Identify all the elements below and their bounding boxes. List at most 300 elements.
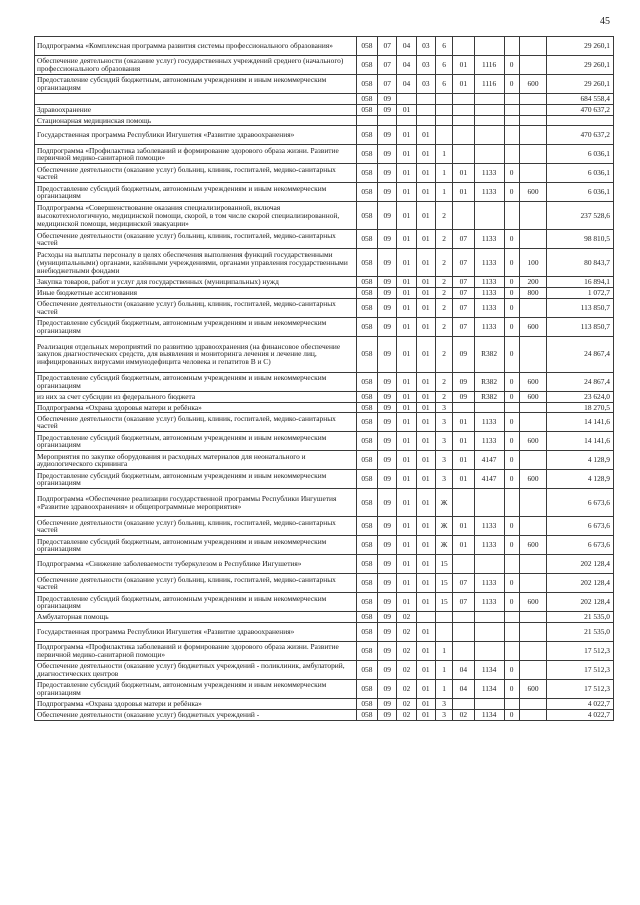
row-code: 600 <box>519 391 547 402</box>
row-code: Ж <box>435 517 452 536</box>
table-row <box>35 249 614 277</box>
row-amount: 6 673,6 <box>547 536 614 555</box>
row-code: 15 <box>435 555 452 574</box>
row-code: 07 <box>453 288 474 299</box>
row-code: 058 <box>356 249 377 277</box>
row-code: 2 <box>435 317 452 336</box>
row-name: Государственная программа Республики Ингушетия «Развитие здравоохранения» <box>35 623 357 642</box>
row-code <box>519 699 547 710</box>
row-code: 058 <box>356 75 377 94</box>
row-code: 01 <box>397 336 416 372</box>
row-code: 2 <box>435 372 452 391</box>
row-code <box>474 489 504 517</box>
row-code: 058 <box>356 555 377 574</box>
row-code <box>519 230 547 249</box>
table-row <box>35 699 614 710</box>
row-code <box>474 555 504 574</box>
row-code: 2 <box>435 202 452 230</box>
row-code: 100 <box>519 249 547 277</box>
row-code: 01 <box>397 317 416 336</box>
table-row <box>35 317 614 336</box>
row-code: 2 <box>435 249 452 277</box>
row-code: 01 <box>416 336 435 372</box>
row-code: 0 <box>504 75 519 94</box>
row-amount: 80 843,7 <box>547 249 614 277</box>
row-code <box>378 115 397 126</box>
row-code <box>519 402 547 413</box>
row-code: R382 <box>474 372 504 391</box>
row-code: 09 <box>378 709 397 720</box>
row-amount: 17 512,3 <box>547 642 614 661</box>
row-code <box>519 451 547 470</box>
row-code: 07 <box>453 249 474 277</box>
row-code: 01 <box>416 699 435 710</box>
row-code: 058 <box>356 517 377 536</box>
row-code: 3 <box>435 432 452 451</box>
row-code: 07 <box>378 56 397 75</box>
row-code: 058 <box>356 413 377 432</box>
row-code: Ж <box>435 536 452 555</box>
row-code: 15 <box>435 574 452 593</box>
row-code <box>504 202 519 230</box>
row-code <box>504 642 519 661</box>
row-code: 01 <box>397 413 416 432</box>
row-code <box>416 94 435 105</box>
row-code: 0 <box>504 517 519 536</box>
row-code <box>519 145 547 164</box>
row-code: 0 <box>504 574 519 593</box>
row-code: 1133 <box>474 536 504 555</box>
row-code: 1134 <box>474 661 504 680</box>
row-code <box>519 709 547 720</box>
row-code: 01 <box>416 451 435 470</box>
row-code <box>474 94 504 105</box>
row-code: 058 <box>356 661 377 680</box>
row-code: 0 <box>504 288 519 299</box>
row-code <box>397 94 416 105</box>
row-amount: 113 850,7 <box>547 298 614 317</box>
row-code: 01 <box>416 470 435 489</box>
row-code: 02 <box>397 623 416 642</box>
row-code: 1133 <box>474 593 504 612</box>
row-code: 01 <box>397 126 416 145</box>
row-code: 02 <box>397 612 416 623</box>
row-code: 058 <box>356 642 377 661</box>
row-code: 09 <box>378 317 397 336</box>
row-code <box>435 623 452 642</box>
table-row <box>35 555 614 574</box>
row-code <box>416 104 435 115</box>
row-name: Предоставление субсидий бюджетным, автономным учреждениям и иным некоммерческим организациям <box>35 536 357 555</box>
row-code: 01 <box>416 536 435 555</box>
row-code: 09 <box>378 536 397 555</box>
row-code: 02 <box>397 642 416 661</box>
row-code: 0 <box>504 391 519 402</box>
row-amount: 202 128,4 <box>547 555 614 574</box>
row-code: 058 <box>356 680 377 699</box>
row-code: 3 <box>435 709 452 720</box>
row-code: 3 <box>435 402 452 413</box>
row-code: 6 <box>435 75 452 94</box>
row-amount: 4 128,9 <box>547 451 614 470</box>
row-code: 01 <box>453 164 474 183</box>
row-code: 600 <box>519 680 547 699</box>
row-code: 09 <box>378 94 397 105</box>
row-code: 09 <box>378 612 397 623</box>
row-amount: 14 141,6 <box>547 432 614 451</box>
row-code: 600 <box>519 470 547 489</box>
row-code: 0 <box>504 680 519 699</box>
table-row <box>35 517 614 536</box>
row-name: Подпрограмма «Охрана здоровья матери и ребёнка» <box>35 402 357 413</box>
row-name: Обеспечение деятельности (оказание услуг) больниц, клиник, госпиталей, медико-санитарных частей <box>35 164 357 183</box>
row-code <box>519 413 547 432</box>
table-row <box>35 115 614 126</box>
row-code: 01 <box>416 574 435 593</box>
row-code: 058 <box>356 612 377 623</box>
table-row <box>35 183 614 202</box>
row-name: Обеспечение деятельности (оказание услуг) больниц, клиник, госпиталей, медико-санитарных частей <box>35 413 357 432</box>
table-row <box>35 202 614 230</box>
row-code: 0 <box>504 413 519 432</box>
row-code: 01 <box>416 555 435 574</box>
row-code: 058 <box>356 317 377 336</box>
row-code: 800 <box>519 288 547 299</box>
row-code: 01 <box>416 317 435 336</box>
row-name: из них за счет субсидии из федерального бюджета <box>35 391 357 402</box>
row-code: 09 <box>378 451 397 470</box>
row-amount: 17 512,3 <box>547 680 614 699</box>
row-amount: 1 072,7 <box>547 288 614 299</box>
row-amount: 21 535,0 <box>547 612 614 623</box>
table-row <box>35 288 614 299</box>
table-row <box>35 104 614 115</box>
row-name: Расходы на выплаты персоналу в целях обеспечения выполнения функций государственными (муниципальными) органами, казёнными учреждениями, органами управления государственными внебюджетными фондами <box>35 249 357 277</box>
row-code <box>519 661 547 680</box>
row-code <box>474 104 504 115</box>
row-code: 01 <box>416 277 435 288</box>
row-code: 09 <box>378 145 397 164</box>
row-code: 01 <box>397 593 416 612</box>
row-code: 058 <box>356 402 377 413</box>
table-row <box>35 94 614 105</box>
table-row <box>35 336 614 372</box>
row-code: 04 <box>397 37 416 56</box>
row-code: 09 <box>453 391 474 402</box>
row-code: 01 <box>416 432 435 451</box>
row-code: 0 <box>504 451 519 470</box>
row-code: 01 <box>397 391 416 402</box>
row-name <box>35 94 357 105</box>
row-code <box>504 623 519 642</box>
row-code: 1133 <box>474 432 504 451</box>
row-amount: 684 558,4 <box>547 94 614 105</box>
row-code: 058 <box>356 432 377 451</box>
row-code <box>474 115 504 126</box>
row-name: Закупка товаров, работ и услуг для государственных (муниципальных) нужд <box>35 277 357 288</box>
row-code <box>519 115 547 126</box>
row-amount: 470 637,2 <box>547 104 614 115</box>
row-code <box>519 94 547 105</box>
row-amount: 29 260,1 <box>547 75 614 94</box>
table-row <box>35 372 614 391</box>
row-name: Предоставление субсидий бюджетным, автономным учреждениям и иным некоммерческим организациям <box>35 432 357 451</box>
row-code: 058 <box>356 336 377 372</box>
row-code: 01 <box>397 277 416 288</box>
row-code: 01 <box>416 680 435 699</box>
row-code <box>519 164 547 183</box>
row-amount: 6 036,1 <box>547 164 614 183</box>
row-code: 600 <box>519 75 547 94</box>
row-code: 1133 <box>474 277 504 288</box>
table-row <box>35 37 614 56</box>
row-name: Предоставление субсидий бюджетным, автономным учреждениям и иным некоммерческим организациям <box>35 593 357 612</box>
row-code <box>416 115 435 126</box>
row-amount: 98 810,5 <box>547 230 614 249</box>
row-code: 09 <box>378 699 397 710</box>
row-code: 01 <box>397 249 416 277</box>
row-code: 01 <box>416 642 435 661</box>
row-code: 15 <box>435 593 452 612</box>
row-amount: 14 141,6 <box>547 413 614 432</box>
row-code: 2 <box>435 277 452 288</box>
table-row <box>35 574 614 593</box>
row-code <box>474 202 504 230</box>
row-code: 1116 <box>474 56 504 75</box>
row-amount: 237 528,6 <box>547 202 614 230</box>
row-name: Предоставление субсидий бюджетным, автономным учреждениям и иным некоммерческим организациям <box>35 470 357 489</box>
row-code: 01 <box>416 183 435 202</box>
row-code: 058 <box>356 298 377 317</box>
row-code <box>474 402 504 413</box>
table-row <box>35 75 614 94</box>
row-code <box>519 574 547 593</box>
budget-table <box>34 36 614 721</box>
row-code <box>504 402 519 413</box>
row-code <box>453 126 474 145</box>
row-name: Подпрограмма «Профилактика заболеваний и формирование здорового образа жизни. Развитие первичной медико-санитарной помощи» <box>35 145 357 164</box>
table-row <box>35 277 614 288</box>
row-code: 6 <box>435 56 452 75</box>
row-code: 09 <box>378 642 397 661</box>
row-name: Обеспечение деятельности (оказание услуг) бюджетных учреждений - поликлиник, амбулаторий, диагностических центров <box>35 661 357 680</box>
row-code: 01 <box>397 183 416 202</box>
row-code: 02 <box>397 699 416 710</box>
row-code: 01 <box>416 489 435 517</box>
row-name: Подпрограмма «Охрана здоровья матери и ребёнка» <box>35 699 357 710</box>
row-amount: 29 260,1 <box>547 56 614 75</box>
row-code: 01 <box>453 183 474 202</box>
row-code: 0 <box>504 183 519 202</box>
row-code: 058 <box>356 94 377 105</box>
row-code: 058 <box>356 593 377 612</box>
row-code <box>504 115 519 126</box>
row-code: 3 <box>435 470 452 489</box>
row-name: Подпрограмма «Профилактика заболеваний и формирование здорового образа жизни. Развитие первичной медико-санитарной помощи» <box>35 642 357 661</box>
row-code: 02 <box>397 661 416 680</box>
row-code: 09 <box>378 277 397 288</box>
row-code <box>519 517 547 536</box>
row-code: 01 <box>416 413 435 432</box>
row-code: 01 <box>416 402 435 413</box>
table-row <box>35 470 614 489</box>
row-code: 01 <box>397 298 416 317</box>
row-code: 0 <box>504 56 519 75</box>
row-code <box>474 126 504 145</box>
row-code <box>504 126 519 145</box>
row-code: 0 <box>504 298 519 317</box>
row-code: 1133 <box>474 183 504 202</box>
row-code: 01 <box>453 432 474 451</box>
table-row <box>35 126 614 145</box>
row-code <box>519 489 547 517</box>
row-code: 2 <box>435 336 452 372</box>
row-code: 09 <box>378 470 397 489</box>
row-code: 1116 <box>474 75 504 94</box>
row-code: 0 <box>504 317 519 336</box>
row-code: 0 <box>504 593 519 612</box>
row-code: 01 <box>416 249 435 277</box>
row-code: 1133 <box>474 413 504 432</box>
table-row <box>35 56 614 75</box>
row-code: 01 <box>397 489 416 517</box>
row-code <box>519 298 547 317</box>
row-code: 058 <box>356 699 377 710</box>
row-amount: 4 128,9 <box>547 470 614 489</box>
row-code <box>504 37 519 56</box>
row-code <box>397 115 416 126</box>
row-code <box>504 94 519 105</box>
row-code: 07 <box>453 317 474 336</box>
row-code: 07 <box>453 298 474 317</box>
row-code: 09 <box>378 164 397 183</box>
row-code <box>474 623 504 642</box>
row-amount: 24 867,4 <box>547 372 614 391</box>
row-code: 058 <box>356 709 377 720</box>
table-row <box>35 164 614 183</box>
row-code <box>474 612 504 623</box>
row-code <box>519 623 547 642</box>
row-name: Мероприятия по закупке оборудования и расходных материалов для неонатального и аудиологического скрининга <box>35 451 357 470</box>
row-code: 01 <box>416 623 435 642</box>
row-code <box>453 145 474 164</box>
table-row <box>35 432 614 451</box>
row-code <box>453 642 474 661</box>
row-code <box>453 489 474 517</box>
row-code: 058 <box>356 126 377 145</box>
row-name: Предоставление субсидий бюджетным, автономным учреждениям и иным некоммерческим организациям <box>35 183 357 202</box>
row-code: 0 <box>504 432 519 451</box>
table-row <box>35 642 614 661</box>
row-code: 09 <box>378 336 397 372</box>
table-row <box>35 489 614 517</box>
row-code: 0 <box>504 249 519 277</box>
row-name: Обеспечение деятельности (оказание услуг) больниц, клиник, госпиталей, медико-санитарных частей <box>35 230 357 249</box>
row-code: 01 <box>416 126 435 145</box>
row-code <box>474 699 504 710</box>
row-code <box>519 642 547 661</box>
row-name: Обеспечение деятельности (оказание услуг) бюджетных учреждений - <box>35 709 357 720</box>
row-code: 01 <box>416 230 435 249</box>
row-code: 1 <box>435 642 452 661</box>
table-row <box>35 709 614 720</box>
row-code <box>453 402 474 413</box>
row-code: 1 <box>435 661 452 680</box>
row-name: Государственная программа Республики Ингушетия «Развитие здравоохранения» <box>35 126 357 145</box>
row-code <box>519 56 547 75</box>
row-code: 01 <box>397 164 416 183</box>
row-code: 1133 <box>474 317 504 336</box>
row-code <box>504 555 519 574</box>
row-code: 01 <box>416 593 435 612</box>
row-code: 600 <box>519 593 547 612</box>
row-code: 1133 <box>474 288 504 299</box>
row-code: 2 <box>435 288 452 299</box>
row-code: 200 <box>519 277 547 288</box>
row-amount: 470 637,2 <box>547 126 614 145</box>
row-code <box>435 612 452 623</box>
row-code: 058 <box>356 183 377 202</box>
row-code <box>519 104 547 115</box>
row-name: Предоставление субсидий бюджетным, автономным учреждениям и иным некоммерческим организациям <box>35 317 357 336</box>
row-code: 3 <box>435 451 452 470</box>
table-row <box>35 230 614 249</box>
row-code: 600 <box>519 536 547 555</box>
row-code <box>504 145 519 164</box>
row-code: 03 <box>416 75 435 94</box>
row-code <box>453 699 474 710</box>
row-code: 09 <box>378 298 397 317</box>
row-code: 058 <box>356 202 377 230</box>
row-code: 09 <box>378 230 397 249</box>
row-code: 058 <box>356 536 377 555</box>
row-code: 0 <box>504 230 519 249</box>
row-code: 0 <box>504 536 519 555</box>
row-code: 058 <box>356 470 377 489</box>
table-row <box>35 612 614 623</box>
row-name: Амбулаторная помощь <box>35 612 357 623</box>
row-code: 09 <box>378 391 397 402</box>
row-code: 09 <box>453 336 474 372</box>
row-code: 01 <box>416 661 435 680</box>
table-row <box>35 536 614 555</box>
row-amount: 24 867,4 <box>547 336 614 372</box>
row-code <box>453 612 474 623</box>
row-code: 058 <box>356 56 377 75</box>
row-code <box>519 612 547 623</box>
row-name: Иные бюджетные ассигнования <box>35 288 357 299</box>
row-code: 3 <box>435 699 452 710</box>
row-name: Подпрограмма «Обеспечение реализации государственной программы Республики Ингушетия «Развитие здравоохранения» и общепрограммные мероприятия» <box>35 489 357 517</box>
row-code: 01 <box>397 372 416 391</box>
row-code: R382 <box>474 336 504 372</box>
row-code: 0 <box>504 336 519 372</box>
row-code: 09 <box>378 680 397 699</box>
row-amount <box>547 115 614 126</box>
row-code: 0 <box>504 661 519 680</box>
row-code: 01 <box>416 298 435 317</box>
row-code: 09 <box>378 402 397 413</box>
row-name: Подпрограмма «Снижение заболеваемости туберкулезом в Республике Ингушетия» <box>35 555 357 574</box>
row-code: 09 <box>378 661 397 680</box>
row-code: 0 <box>504 277 519 288</box>
row-amount: 113 850,7 <box>547 317 614 336</box>
row-code: 600 <box>519 372 547 391</box>
row-code: 058 <box>356 372 377 391</box>
row-code <box>504 699 519 710</box>
row-amount: 6 036,1 <box>547 183 614 202</box>
row-code: 01 <box>453 75 474 94</box>
